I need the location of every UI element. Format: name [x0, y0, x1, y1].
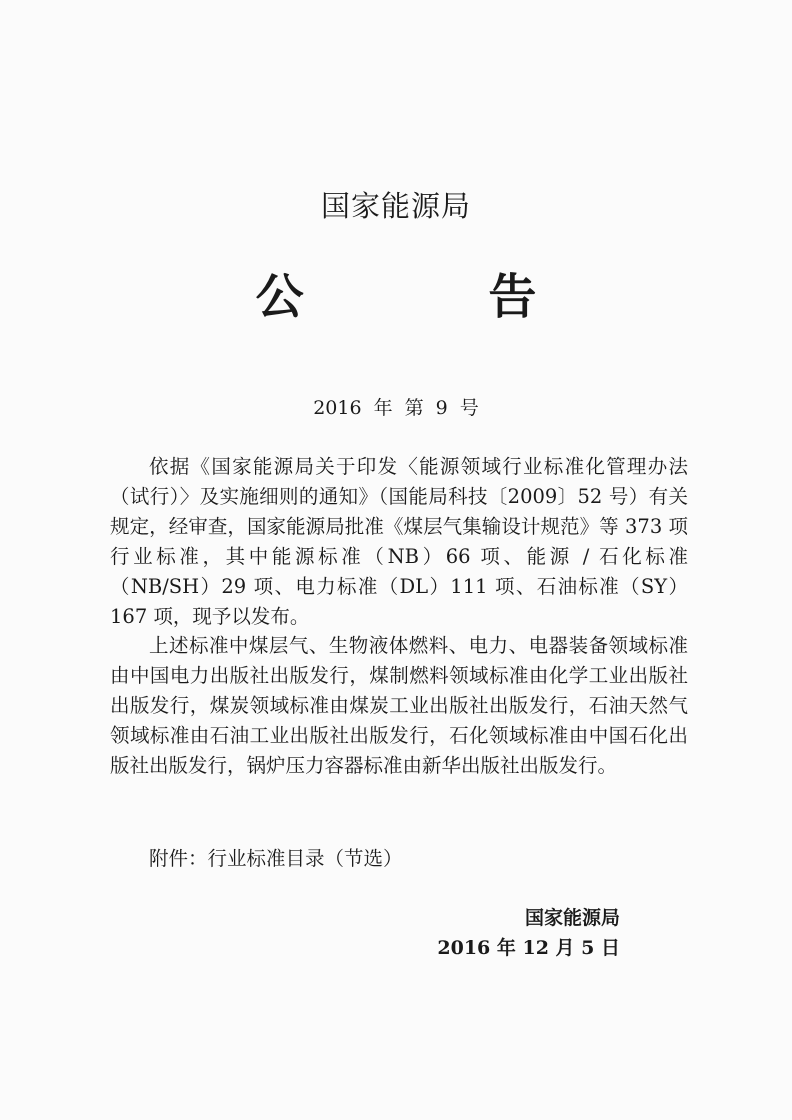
attachment-note: 附件：行业标准目录（节选）	[149, 847, 403, 870]
issuer-name: 国家能源局	[320, 189, 471, 223]
body-paragraph: 上述标准中煤层气、生物液体燃料、电力、电器装备领域标准由中国电力出版社出版发行，煤制燃料领域标准由化学工业出版社出版发行，煤炭领域标准由煤炭工业出版社出版发行，石油天然气领域标准由石油工业出版社出版发行，石化领域标准由中国石化出版社出版发行，锅炉压力容器标准由新华出版社出版发行。	[110, 634, 688, 777]
body-paragraph: 依据《国家能源局关于印发〈能源领域行业标准化管理办法（试行）〉及实施细则的通知》（国能局科技〔2009〕52 号）有关规定，经审查，国家能源局批准《煤层气集输设计规范》等 373 项行业标准，其中能源标准（NB）66 项、能源 / 石化标准（NB/SH）29 项、电力标准（DL）111 项、石油标准（SY）167 项，现予以发布。	[110, 455, 688, 628]
signature-organization: 国家能源局	[524, 907, 620, 929]
body-paragraph-1-block	[110, 452, 688, 632]
document-title: 公 告	[255, 269, 621, 325]
body-paragraph-2-block	[110, 631, 688, 781]
signature-date: 2016 年 12 月 5 日	[437, 937, 620, 959]
document-number: 2016 年 第 9 号	[313, 397, 479, 419]
